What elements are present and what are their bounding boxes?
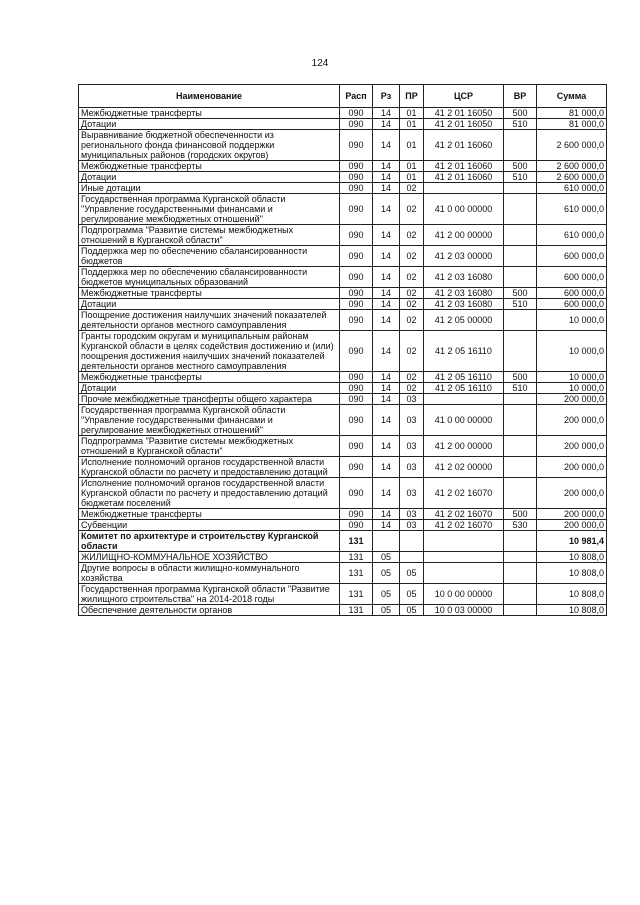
cell-vr — [504, 584, 537, 605]
cell-name: Гранты городским округам и муниципальным районам Курганской области в целях содействия достижению и (или) поощрения достижения наилучших значений показателей деятельности органов местного самоуправления — [79, 331, 340, 372]
cell-rasp: 090 — [340, 172, 373, 183]
cell-rasp: 131 — [340, 563, 373, 584]
cell-vr: 510 — [504, 299, 537, 310]
cell-vr — [504, 478, 537, 509]
table-row — [79, 509, 607, 520]
header-vr: ВР — [504, 85, 537, 108]
cell-name: Поощрение достижения наилучших значений показателей деятельности органов местного самоуправления — [79, 310, 340, 331]
cell-sum: 10 808,0 — [537, 552, 607, 563]
table-row — [79, 383, 607, 394]
cell-name: ЖИЛИЩНО-КОММУНАЛЬНОЕ ХОЗЯЙСТВО — [79, 552, 340, 563]
table-body — [79, 108, 607, 616]
table-header-row — [79, 85, 607, 108]
cell-csr: 10 0 03 00000 — [424, 605, 504, 616]
cell-sum: 10 000,0 — [537, 331, 607, 372]
cell-rasp: 090 — [340, 520, 373, 531]
cell-name: Государственная программа Курганской области "Развитие жилищного строительства" на 2014-2018 годы — [79, 584, 340, 605]
table-row — [79, 130, 607, 161]
cell-sum: 610 000,0 — [537, 225, 607, 246]
cell-sum: 2 600 000,0 — [537, 172, 607, 183]
cell-vr — [504, 194, 537, 225]
cell-rz: 14 — [373, 383, 400, 394]
table-row — [79, 119, 607, 130]
cell-rz: 14 — [373, 130, 400, 161]
cell-rasp: 090 — [340, 246, 373, 267]
cell-rasp: 090 — [340, 194, 373, 225]
cell-csr: 41 0 00 00000 — [424, 194, 504, 225]
cell-pr: 05 — [400, 584, 424, 605]
cell-pr: 02 — [400, 372, 424, 383]
cell-vr — [504, 436, 537, 457]
cell-vr — [504, 130, 537, 161]
cell-name: Исполнение полномочий органов государственной власти Курганской области по расчету и предоставлению дотаций бюджетам поселений — [79, 478, 340, 509]
cell-name: Межбюджетные трансферты — [79, 372, 340, 383]
cell-vr — [504, 563, 537, 584]
table-row — [79, 225, 607, 246]
cell-rasp: 090 — [340, 331, 373, 372]
cell-pr: 01 — [400, 130, 424, 161]
cell-name: Дотации — [79, 299, 340, 310]
budget-table — [78, 84, 607, 616]
table-row — [79, 531, 607, 552]
cell-name: Межбюджетные трансферты — [79, 509, 340, 520]
cell-pr: 02 — [400, 331, 424, 372]
cell-pr: 03 — [400, 457, 424, 478]
cell-vr: 500 — [504, 288, 537, 299]
cell-rz: 14 — [373, 246, 400, 267]
cell-sum: 200 000,0 — [537, 457, 607, 478]
cell-vr — [504, 310, 537, 331]
cell-rz: 05 — [373, 552, 400, 563]
table-row — [79, 584, 607, 605]
header-rasp: Расп — [340, 85, 373, 108]
header-rz: Рз — [373, 85, 400, 108]
cell-rasp: 131 — [340, 531, 373, 552]
cell-rz: 14 — [373, 161, 400, 172]
cell-sum: 610 000,0 — [537, 183, 607, 194]
cell-rz: 05 — [373, 563, 400, 584]
table-row — [79, 478, 607, 509]
cell-name: Подпрограмма "Развитие системы межбюджетных отношений в Курганской области" — [79, 436, 340, 457]
cell-pr: 03 — [400, 520, 424, 531]
cell-sum: 610 000,0 — [537, 194, 607, 225]
cell-name: Другие вопросы в области жилищно-коммунального хозяйства — [79, 563, 340, 584]
cell-pr: 03 — [400, 478, 424, 509]
cell-rz: 14 — [373, 225, 400, 246]
cell-name: Прочие межбюджетные трансферты общего характера — [79, 394, 340, 405]
cell-sum: 200 000,0 — [537, 509, 607, 520]
cell-name: Государственная программа Курганской области "Управление государственными финансами и регулирование межбюджетных отношений" — [79, 405, 340, 436]
cell-rz: 05 — [373, 605, 400, 616]
cell-rz: 14 — [373, 436, 400, 457]
cell-rz: 05 — [373, 584, 400, 605]
table-row — [79, 436, 607, 457]
cell-rz: 14 — [373, 478, 400, 509]
cell-rasp: 131 — [340, 605, 373, 616]
cell-name: Дотации — [79, 119, 340, 130]
cell-csr: 41 2 01 16060 — [424, 161, 504, 172]
cell-pr: 03 — [400, 405, 424, 436]
cell-vr: 510 — [504, 119, 537, 130]
table-row — [79, 299, 607, 310]
cell-pr: 02 — [400, 288, 424, 299]
cell-vr: 510 — [504, 172, 537, 183]
cell-rz: 14 — [373, 119, 400, 130]
cell-rasp: 090 — [340, 161, 373, 172]
cell-rz: 14 — [373, 299, 400, 310]
cell-rasp: 090 — [340, 509, 373, 520]
cell-rasp: 090 — [340, 299, 373, 310]
cell-name: Межбюджетные трансферты — [79, 108, 340, 119]
cell-pr: 02 — [400, 383, 424, 394]
cell-vr — [504, 183, 537, 194]
cell-csr: 41 2 03 16080 — [424, 267, 504, 288]
cell-csr: 41 2 05 16110 — [424, 372, 504, 383]
cell-pr: 01 — [400, 119, 424, 130]
table-row — [79, 246, 607, 267]
cell-rz: 14 — [373, 331, 400, 372]
cell-csr: 41 2 01 16060 — [424, 130, 504, 161]
cell-csr: 41 2 03 16080 — [424, 288, 504, 299]
cell-vr — [504, 605, 537, 616]
header-pr: ПР — [400, 85, 424, 108]
cell-csr: 41 2 05 16110 — [424, 383, 504, 394]
cell-rasp: 090 — [340, 383, 373, 394]
cell-name: Дотации — [79, 383, 340, 394]
cell-vr — [504, 552, 537, 563]
table-row — [79, 563, 607, 584]
cell-csr: 41 0 00 00000 — [424, 405, 504, 436]
cell-name: Дотации — [79, 172, 340, 183]
table-row — [79, 108, 607, 119]
cell-name: Иные дотации — [79, 183, 340, 194]
cell-sum: 10 000,0 — [537, 372, 607, 383]
cell-sum: 200 000,0 — [537, 478, 607, 509]
cell-sum: 10 981,4 — [537, 531, 607, 552]
cell-vr: 500 — [504, 509, 537, 520]
cell-rasp: 090 — [340, 225, 373, 246]
cell-csr: 41 2 01 16060 — [424, 172, 504, 183]
cell-sum: 600 000,0 — [537, 246, 607, 267]
cell-name: Исполнение полномочий органов государственной власти Курганской области по расчету и предоставлению дотаций — [79, 457, 340, 478]
cell-rz: 14 — [373, 194, 400, 225]
cell-csr: 41 2 03 00000 — [424, 246, 504, 267]
cell-sum: 81 000,0 — [537, 108, 607, 119]
cell-vr — [504, 457, 537, 478]
cell-sum: 10 808,0 — [537, 584, 607, 605]
cell-csr — [424, 183, 504, 194]
cell-pr — [400, 552, 424, 563]
cell-pr: 02 — [400, 310, 424, 331]
cell-pr: 05 — [400, 563, 424, 584]
cell-rasp: 090 — [340, 288, 373, 299]
cell-pr — [400, 531, 424, 552]
cell-rasp: 090 — [340, 267, 373, 288]
cell-rasp: 131 — [340, 584, 373, 605]
cell-pr: 01 — [400, 161, 424, 172]
table-row — [79, 194, 607, 225]
cell-rasp: 090 — [340, 478, 373, 509]
cell-csr: 41 2 02 16070 — [424, 520, 504, 531]
cell-pr: 05 — [400, 605, 424, 616]
cell-csr: 41 2 00 00000 — [424, 436, 504, 457]
cell-rz: 14 — [373, 310, 400, 331]
table-row — [79, 520, 607, 531]
cell-pr: 02 — [400, 194, 424, 225]
cell-rz: 14 — [373, 509, 400, 520]
table-row — [79, 405, 607, 436]
cell-vr: 500 — [504, 108, 537, 119]
cell-pr: 03 — [400, 394, 424, 405]
cell-name: Поддержка мер по обеспечению сбалансированности бюджетов муниципальных образований — [79, 267, 340, 288]
cell-rasp: 090 — [340, 457, 373, 478]
cell-sum: 200 000,0 — [537, 394, 607, 405]
header-name: Наименование — [79, 85, 340, 108]
cell-vr: 530 — [504, 520, 537, 531]
cell-name: Межбюджетные трансферты — [79, 288, 340, 299]
cell-name: Государственная программа Курганской области "Управление государственными финансами и регулирование межбюджетных отношений" — [79, 194, 340, 225]
cell-rasp: 090 — [340, 119, 373, 130]
cell-rasp: 090 — [340, 183, 373, 194]
cell-sum: 10 000,0 — [537, 310, 607, 331]
cell-rz: 14 — [373, 405, 400, 436]
cell-pr: 02 — [400, 225, 424, 246]
cell-pr: 02 — [400, 183, 424, 194]
cell-rz: 14 — [373, 183, 400, 194]
cell-sum: 10 000,0 — [537, 383, 607, 394]
cell-csr — [424, 552, 504, 563]
header-csr: ЦСР — [424, 85, 504, 108]
table-row — [79, 267, 607, 288]
cell-pr: 02 — [400, 299, 424, 310]
cell-pr: 01 — [400, 108, 424, 119]
cell-rasp: 090 — [340, 394, 373, 405]
cell-csr: 41 2 02 16070 — [424, 509, 504, 520]
cell-sum: 200 000,0 — [537, 405, 607, 436]
cell-pr: 02 — [400, 267, 424, 288]
table-row — [79, 172, 607, 183]
cell-sum: 81 000,0 — [537, 119, 607, 130]
cell-csr: 41 2 00 00000 — [424, 225, 504, 246]
cell-rasp: 131 — [340, 552, 373, 563]
cell-rz: 14 — [373, 108, 400, 119]
table-row — [79, 372, 607, 383]
cell-name: Поддержка мер по обеспечению сбалансированности бюджетов — [79, 246, 340, 267]
table-row — [79, 161, 607, 172]
cell-rz: 14 — [373, 172, 400, 183]
cell-sum: 200 000,0 — [537, 520, 607, 531]
cell-vr — [504, 225, 537, 246]
cell-csr: 41 2 02 16070 — [424, 478, 504, 509]
cell-rz: 14 — [373, 520, 400, 531]
cell-csr — [424, 531, 504, 552]
cell-csr — [424, 394, 504, 405]
cell-vr: 500 — [504, 161, 537, 172]
cell-csr: 41 2 05 16110 — [424, 331, 504, 372]
cell-pr: 01 — [400, 172, 424, 183]
cell-csr: 10 0 00 00000 — [424, 584, 504, 605]
cell-sum: 600 000,0 — [537, 299, 607, 310]
cell-rz: 14 — [373, 394, 400, 405]
cell-sum: 10 808,0 — [537, 605, 607, 616]
cell-pr: 03 — [400, 509, 424, 520]
cell-name: Межбюджетные трансферты — [79, 161, 340, 172]
cell-vr — [504, 405, 537, 436]
cell-rasp: 090 — [340, 310, 373, 331]
cell-rz — [373, 531, 400, 552]
table-row — [79, 183, 607, 194]
cell-rz: 14 — [373, 457, 400, 478]
cell-rz: 14 — [373, 267, 400, 288]
cell-vr — [504, 331, 537, 372]
cell-name: Субвенции — [79, 520, 340, 531]
cell-rasp: 090 — [340, 436, 373, 457]
cell-rasp: 090 — [340, 372, 373, 383]
cell-rasp: 090 — [340, 108, 373, 119]
table-row — [79, 394, 607, 405]
cell-sum: 2 600 000,0 — [537, 161, 607, 172]
table-row — [79, 310, 607, 331]
table-row — [79, 331, 607, 372]
cell-csr: 41 2 01 16050 — [424, 108, 504, 119]
cell-name: Выравнивание бюджетной обеспеченности из регионального фонда финансовой поддержки муниципальных районов (городских округов) — [79, 130, 340, 161]
cell-csr: 41 2 02 00000 — [424, 457, 504, 478]
cell-vr — [504, 267, 537, 288]
cell-csr: 41 2 03 16080 — [424, 299, 504, 310]
cell-name: Подпрограмма "Развитие системы межбюджетных отношений в Курганской области" — [79, 225, 340, 246]
cell-vr — [504, 394, 537, 405]
cell-sum: 600 000,0 — [537, 288, 607, 299]
cell-vr: 510 — [504, 383, 537, 394]
table-row — [79, 288, 607, 299]
cell-csr: 41 2 05 00000 — [424, 310, 504, 331]
cell-pr: 03 — [400, 436, 424, 457]
cell-rasp: 090 — [340, 405, 373, 436]
cell-name: Обеспечение деятельности органов — [79, 605, 340, 616]
cell-sum: 2 600 000,0 — [537, 130, 607, 161]
cell-rz: 14 — [373, 288, 400, 299]
cell-sum: 200 000,0 — [537, 436, 607, 457]
cell-name: Комитет по архитектуре и строительству Курганской области — [79, 531, 340, 552]
cell-sum: 600 000,0 — [537, 267, 607, 288]
cell-csr: 41 2 01 16050 — [424, 119, 504, 130]
table-row — [79, 605, 607, 616]
cell-sum: 10 808,0 — [537, 563, 607, 584]
cell-rasp: 090 — [340, 130, 373, 161]
cell-vr — [504, 531, 537, 552]
cell-vr: 500 — [504, 372, 537, 383]
cell-vr — [504, 246, 537, 267]
cell-csr — [424, 563, 504, 584]
table-row — [79, 457, 607, 478]
cell-pr: 02 — [400, 246, 424, 267]
header-sum: Сумма — [537, 85, 607, 108]
page-number: 124 — [311, 58, 329, 69]
table-row — [79, 552, 607, 563]
cell-rz: 14 — [373, 372, 400, 383]
